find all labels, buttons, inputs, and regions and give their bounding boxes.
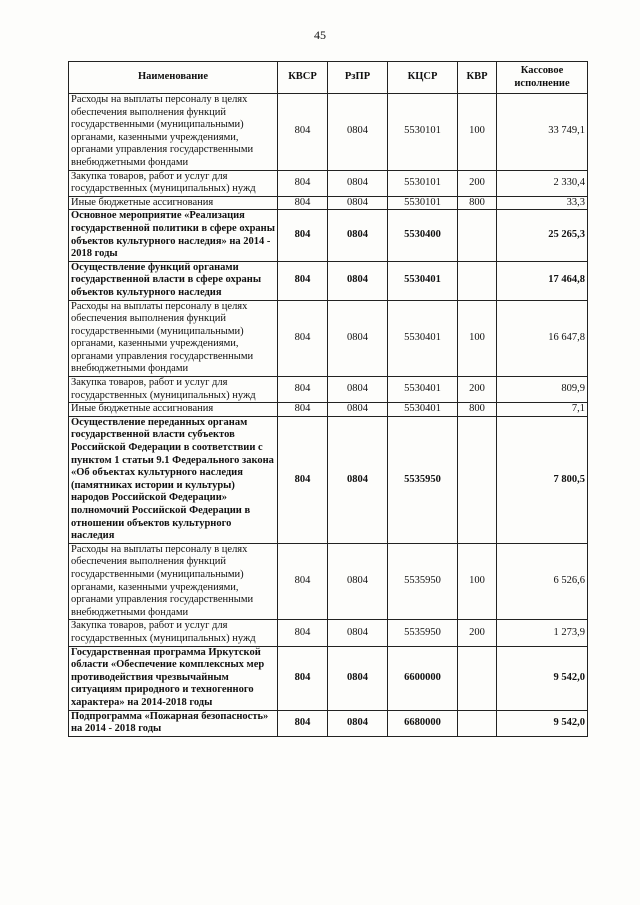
table-row — [69, 710, 588, 736]
cell-name: Подпрограмма «Пожарная безопасность» на 2014 - 2018 годы — [69, 710, 278, 736]
cell-kvsr: 804 — [278, 543, 328, 620]
cell-kcsr: 5530400 — [388, 210, 458, 261]
cell-amount: 7,1 — [497, 403, 588, 417]
cell-kvr: 200 — [458, 620, 497, 646]
cell-rzpr: 0804 — [328, 543, 388, 620]
table-row — [69, 196, 588, 210]
header-name: Наименование — [69, 62, 278, 94]
cell-kvr — [458, 416, 497, 543]
table-row — [69, 170, 588, 196]
header-kcsr: КЦСР — [388, 62, 458, 94]
table-row — [69, 646, 588, 710]
header-kvr: КВР — [458, 62, 497, 94]
cell-amount: 33 749,1 — [497, 94, 588, 171]
cell-kvsr: 804 — [278, 710, 328, 736]
cell-rzpr: 0804 — [328, 94, 388, 171]
cell-amount: 9 542,0 — [497, 710, 588, 736]
cell-name: Государственная программа Иркутской области «Обеспечение комплексных мер противодействия чрезвычайным ситуациям природного и техногенного характера» на 2014-2018 годы — [69, 646, 278, 710]
cell-kcsr: 5530401 — [388, 300, 458, 377]
table-header-row — [69, 62, 588, 94]
cell-kcsr: 5530101 — [388, 170, 458, 196]
table-row — [69, 620, 588, 646]
cell-rzpr: 0804 — [328, 416, 388, 543]
table-row — [69, 377, 588, 403]
cell-name: Иные бюджетные ассигнования — [69, 403, 278, 417]
cell-name: Осуществление функций органами государственной власти в сфере охраны объектов культурного наследия — [69, 261, 278, 300]
cell-kvr: 800 — [458, 403, 497, 417]
cell-kvr: 200 — [458, 377, 497, 403]
cell-kcsr: 5535950 — [388, 543, 458, 620]
cell-amount: 809,9 — [497, 377, 588, 403]
cell-kcsr: 6600000 — [388, 646, 458, 710]
cell-kcsr: 5530101 — [388, 196, 458, 210]
cell-kcsr: 5535950 — [388, 416, 458, 543]
cell-kcsr: 5530401 — [388, 261, 458, 300]
cell-rzpr: 0804 — [328, 646, 388, 710]
cell-amount: 33,3 — [497, 196, 588, 210]
cell-kvsr: 804 — [278, 416, 328, 543]
cell-rzpr: 0804 — [328, 300, 388, 377]
cell-kcsr: 5530101 — [388, 94, 458, 171]
cell-rzpr: 0804 — [328, 170, 388, 196]
cell-kvsr: 804 — [278, 170, 328, 196]
cell-kvr — [458, 261, 497, 300]
cell-kvsr: 804 — [278, 377, 328, 403]
cell-kcsr: 5535950 — [388, 620, 458, 646]
cell-kvsr: 804 — [278, 210, 328, 261]
cell-kvr — [458, 646, 497, 710]
cell-name: Основное мероприятие «Реализация государственной политики в сфере охраны объектов культурного наследия» на 2014 - 2018 годы — [69, 210, 278, 261]
header-amount: Кассовое исполнение — [497, 62, 588, 94]
cell-rzpr: 0804 — [328, 196, 388, 210]
cell-kvr — [458, 710, 497, 736]
cell-kvsr: 804 — [278, 403, 328, 417]
cell-rzpr: 0804 — [328, 710, 388, 736]
cell-kvr — [458, 210, 497, 261]
cell-kcsr: 5530401 — [388, 377, 458, 403]
cell-rzpr: 0804 — [328, 620, 388, 646]
table-body — [69, 94, 588, 737]
cell-kvr: 100 — [458, 543, 497, 620]
cell-kvsr: 804 — [278, 300, 328, 377]
cell-kvsr: 804 — [278, 646, 328, 710]
cell-name: Закупка товаров, работ и услуг для государственных (муниципальных) нужд — [69, 170, 278, 196]
table-row — [69, 543, 588, 620]
table-row — [69, 261, 588, 300]
cell-kvsr: 804 — [278, 620, 328, 646]
cell-kcsr: 6680000 — [388, 710, 458, 736]
cell-rzpr: 0804 — [328, 403, 388, 417]
header-kvsr: КВСР — [278, 62, 328, 94]
cell-name: Иные бюджетные ассигнования — [69, 196, 278, 210]
cell-amount: 2 330,4 — [497, 170, 588, 196]
cell-name: Расходы на выплаты персоналу в целях обеспечения выполнения функций государственными (муниципальными) органами, казенными учреждениями, органами управления государственными внебюджетными фондами — [69, 543, 278, 620]
cell-rzpr: 0804 — [328, 377, 388, 403]
cell-kvsr: 804 — [278, 94, 328, 171]
cell-kvsr: 804 — [278, 196, 328, 210]
header-rzpr: РзПР — [328, 62, 388, 94]
cell-amount: 17 464,8 — [497, 261, 588, 300]
cell-amount: 1 273,9 — [497, 620, 588, 646]
table-row — [69, 300, 588, 377]
cell-kvr: 100 — [458, 94, 497, 171]
cell-name: Расходы на выплаты персоналу в целях обеспечения выполнения функций государственными (муниципальными) органами, казенными учреждениями, органами управления государственными внебюджетными фондами — [69, 94, 278, 171]
cell-kcsr: 5530401 — [388, 403, 458, 417]
cell-amount: 25 265,3 — [497, 210, 588, 261]
cell-name: Закупка товаров, работ и услуг для государственных (муниципальных) нужд — [69, 377, 278, 403]
cell-kvsr: 804 — [278, 261, 328, 300]
cell-name: Расходы на выплаты персоналу в целях обеспечения выполнения функций государственными (муниципальными) органами, казенными учреждениями, органами управления государственными внебюджетными фондами — [69, 300, 278, 377]
cell-amount: 16 647,8 — [497, 300, 588, 377]
table-row — [69, 210, 588, 261]
cell-kvr: 200 — [458, 170, 497, 196]
cell-amount: 6 526,6 — [497, 543, 588, 620]
cell-name: Осуществление переданных органам государственной власти субъектов Российской Федерации в соответствии с пунктом 1 статьи 9.1 Федерального закона «Об объектах культурного наследия (памятниках истории и культуры) народов Российской Федерации» полномочий Российской Федерации в отношении объектов культурного наследия — [69, 416, 278, 543]
cell-rzpr: 0804 — [328, 261, 388, 300]
page-number: 45 — [314, 28, 326, 42]
cell-amount: 7 800,5 — [497, 416, 588, 543]
cell-name: Закупка товаров, работ и услуг для государственных (муниципальных) нужд — [69, 620, 278, 646]
cell-rzpr: 0804 — [328, 210, 388, 261]
cell-kvr: 800 — [458, 196, 497, 210]
cell-kvr: 100 — [458, 300, 497, 377]
budget-table — [68, 61, 588, 737]
table-row — [69, 416, 588, 543]
table-row — [69, 403, 588, 417]
table-row — [69, 94, 588, 171]
cell-amount: 9 542,0 — [497, 646, 588, 710]
